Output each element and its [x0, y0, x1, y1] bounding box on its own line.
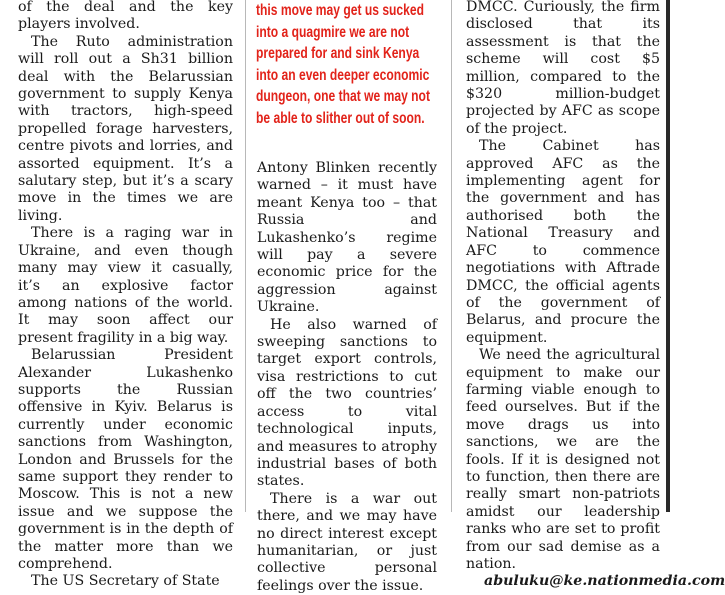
pull-quote-line: dungeon, one that we may not — [256, 88, 430, 105]
paragraph: There is a raging war in Ukraine, and even though many may view it casually, it’s an explosive factor among nations of the world. It may soon affect our present fragility in a big way. — [18, 225, 233, 346]
article-column-2 — [257, 160, 437, 595]
paragraph: Antony Blinken recently warned – it must have meant Kenya too – that Russia and Lukashenko’s regime will pay a severe economic price for the aggression against Ukraine. — [257, 160, 437, 316]
paragraph: There is a war out there, and we may have no direct interest except humanitarian, or just collective personal feelings over the issue. — [257, 490, 437, 594]
paragraph: He also warned of sweeping sanctions to target export controls, visa restrictions to cut off the two countries’ access to vital technological inputs, and measures to atrophy industrial bases of both states. — [257, 316, 437, 490]
column-rule-left — [245, 0, 246, 512]
paragraph: We need the agricultural equipment to make our farming viable enough to feed ourselves. But if the move drags us into sanctions, we are the fools. If it is designed not to function, then there are really smart non-patriots amidst our leadership ranks who are set to profit from our sad demise as a nation. — [466, 347, 660, 572]
page-edge-bar — [666, 0, 670, 512]
pull-quote-line: prepared for and sink Kenya — [256, 45, 420, 62]
pull-quote-line: into an even deeper economic — [256, 66, 430, 84]
paragraph: The US Secretary of State — [31, 573, 220, 590]
pull-quote-line: be able to slither out of soon. — [256, 109, 425, 127]
article-column-1 — [18, 0, 233, 590]
author-email: abuluku@ke.nationmedia.com — [484, 573, 725, 590]
article-column-3 — [466, 0, 725, 590]
paragraph: The Ruto administration will roll out a Sh31 billion deal with the Belarussian government to supply Kenya with tractors, high-speed propelled forage harvesters, centre pivots and lorries, and assorted equipment. It’s a salutary step, but it’s a scary move in the times we are living. — [18, 33, 233, 224]
pull-quote-line: into a quagmire we are not — [256, 23, 410, 41]
paragraph: The Cabinet has approved AFC as the implementing agent for the government and has authorised both the National Treasury and AFC to commence negotiations with Aftrade DMCC, the official agents of the government of Belarus, and procure the equipment. — [466, 138, 660, 346]
paragraph: Belarussian President Alexander Lukashenko supports the Russian offensive in Kyiv. Belarus is currently under economic sanctions from Washington, London and Brussels for the same support they render to Moscow. This is not a new issue and we suppose the government is in the depth of the matter more than we comprehend. — [18, 347, 233, 572]
pull-quote — [256, 0, 430, 129]
column-rule-right — [451, 0, 452, 512]
paragraph: DMCC. Curiously, the firm disclosed that its assessment is that the scheme will cost $5 million, compared to the $320 million-budget projected by AFC as scope of the project. — [466, 0, 660, 137]
paragraph: of the deal and the key players involved. — [18, 0, 233, 33]
pull-quote-line: this move may get us sucked — [256, 2, 424, 19]
